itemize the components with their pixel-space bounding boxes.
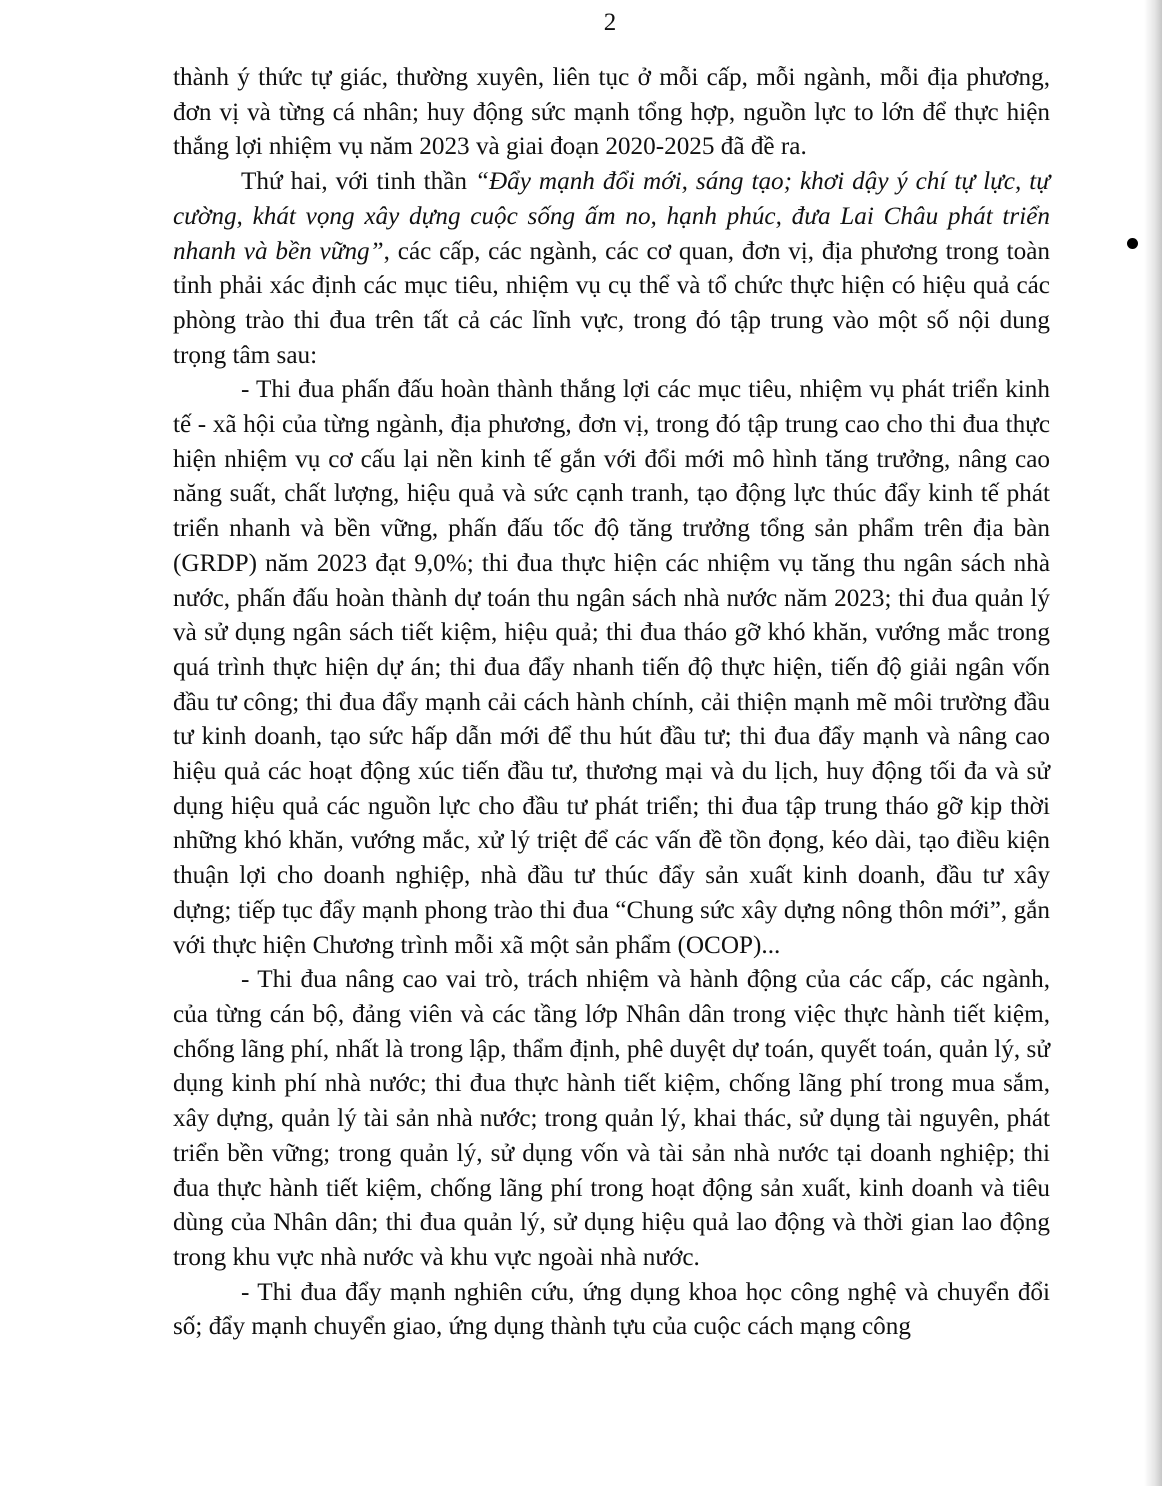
paragraph-continuation: thành ý thức tự giác, thường xuyên, liên tục ở mỗi cấp, mỗi ngành, mỗi địa phương, đơn vị và từng cá nhân; huy động sức mạnh tổng hợp, nguồn lực to lớn để thực hiện thắng lợi nhiệm vụ năm 2023 và giai đoạn 2020-2025 đã đề ra.: [173, 64, 1050, 161]
paragraph-lead-text: Thứ hai, với tinh thần: [241, 168, 475, 196]
paragraph-bullet-economy: - Thi đua phấn đấu hoàn thành thắng lợi các mục tiêu, nhiệm vụ phát triển kinh tế - xã hội của từng ngành, địa phương, đơn vị, trong đó tập trung cao cho thi đua thực hiện nhiệm vụ cơ cấu lại nền kinh tế gắn với đổi mới mô hình tăng trưởng, nâng cao năng suất, chất lượng, hiệu quả và sức cạnh tranh, tạo động lực thúc đẩy kinh tế phát triển nhanh và bền vững, phấn đấu tốc độ tăng trưởng tổng sản phẩm trên địa bàn (GRDP) năm 2023 đạt 9,0%; thi đua thực hiện các nhiệm vụ tăng thu ngân sách nhà nước, phấn đấu hoàn thành dự toán thu ngân sách nhà nước năm 2023; thi đua quản lý và sử dụng ngân sách tiết kiệm, hiệu quả; thi đua tháo gỡ khó khăn, vướng mắc trong quá trình thực hiện dự án; thi đua đẩy nhanh tiến độ thực hiện, tiến độ giải ngân vốn đầu tư công; thi đua đẩy mạnh cải cách hành chính, cải thiện mạnh mẽ môi trường đầu tư kinh doanh, tạo sức hấp dẫn mới để thu hút đầu tư; thi đua đẩy mạnh và nâng cao hiệu quả các hoạt động xúc tiến đầu tư, thương mại và du lịch, huy động tối đa và sử dụng hiệu quả các nguồn lực cho đầu tư phát triển; thi đua tập trung tháo gỡ kịp thời những khó khăn, vướng mắc, xử lý triệt để các vấn đề tồn đọng, kéo dài, tạo điều kiện thuận lợi cho doanh nghiệp, nhà đầu tư thúc đẩy sản xuất kinh doanh, đầu tư xây dựng; tiếp tục đẩy mạnh phong trào thi đua “Chung sức xây dựng nông thôn mới”, gắn với thực hiện Chương trình mỗi xã một sản phẩm (OCOP)...: [173, 376, 1050, 959]
bullet-dot-mark: [1127, 238, 1138, 249]
paragraph-bullet-science: - Thi đua đẩy mạnh nghiên cứu, ứng dụng khoa học công nghệ và chuyển đổi số; đẩy mạnh chuyển giao, ứng dụng thành tựu của cuộc cách mạng công: [173, 1278, 1050, 1341]
paragraph-thu-hai: [173, 165, 1050, 373]
document-body: [173, 61, 1050, 1345]
paragraph-italic-quote: “Đẩy mạnh đổi mới, sáng tạo; khơi dậy ý chí tự lực, tự cường, khát vọng xây dựng cuộc sống ấm no, hạnh phúc, đưa Lai Châu phát triển nhanh và bền vững”: [173, 168, 1050, 265]
page-number: 2: [603, 9, 617, 36]
paragraph-rest-text: , các cấp, các ngành, các cơ quan, đơn vị, địa phương trong toàn tỉnh phải xác định các mục tiêu, nhiệm vụ cụ thể và tổ chức thực hiện có hiệu quả các phòng trào thi đua trên tất cả các lĩnh vực, trong đó tập trung vào một số nội dung trọng tâm sau:: [173, 237, 1050, 369]
paragraph-bullet-thrift: - Thi đua nâng cao vai trò, trách nhiệm và hành động của các cấp, các ngành, của từng cán bộ, đảng viên và các tầng lớp Nhân dân trong việc thực hành tiết kiệm, chống lãng phí, nhất là trong lập, thẩm định, phê duyệt dự toán, quyết toán, quản lý, sử dụng kinh phí nhà nước; thi đua thực hành tiết kiệm, chống lãng phí trong mua sắm, xây dựng, quản lý tài sản nhà nước; trong quản lý, khai thác, sử dụng tài nguyên, phát triển bền vững; trong quản lý, sử dụng vốn và tài sản nhà nước tại doanh nghiệp; thi đua thực hành tiết kiệm, chống lãng phí trong hoạt động sản xuất, kinh doanh và tiêu dùng của Nhân dân; thi đua quản lý, sử dụng hiệu quả lao động và thời gian lao động trong khu vực nhà nước và khu vực ngoài nhà nước.: [173, 966, 1050, 1271]
page-edge-shadow: [1144, 0, 1162, 1486]
